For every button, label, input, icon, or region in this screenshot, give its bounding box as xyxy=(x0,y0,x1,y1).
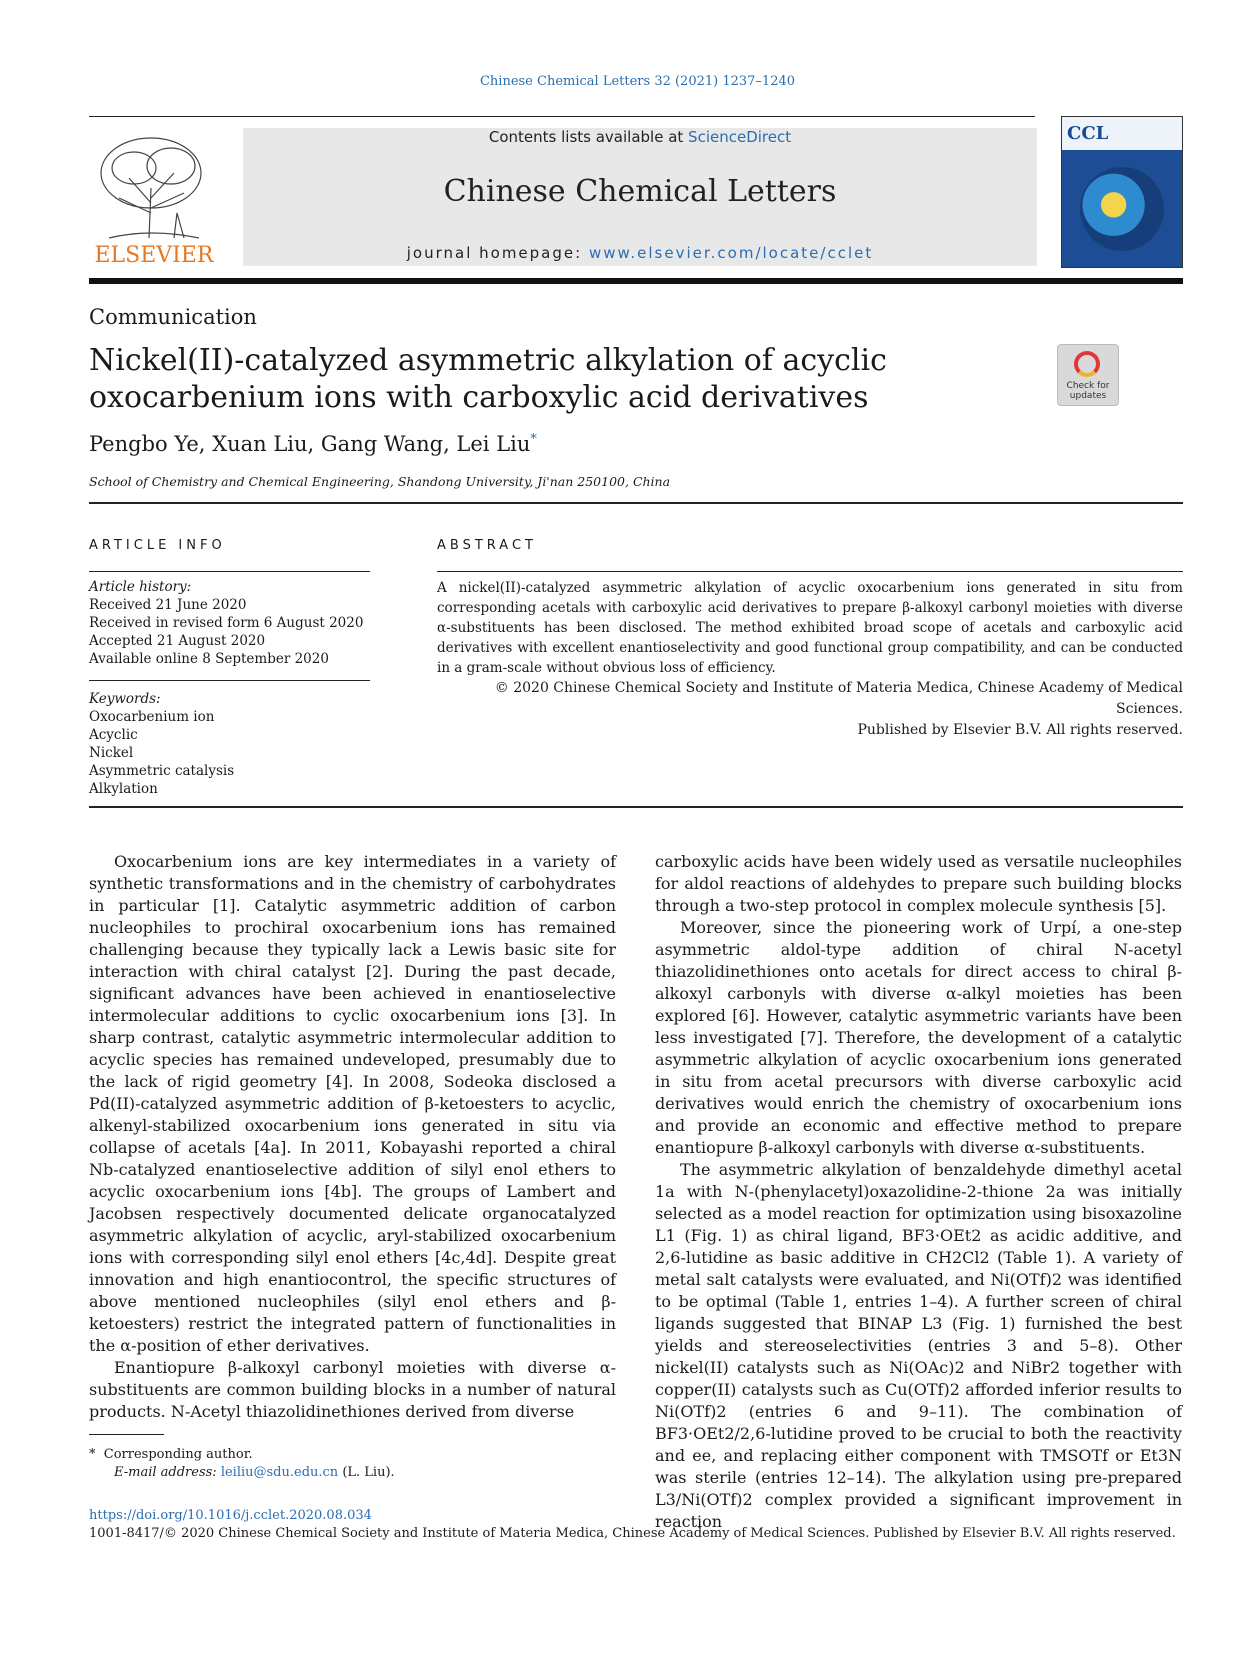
homepage-link[interactable]: www.elsevier.com/locate/cclet xyxy=(588,244,874,262)
abstract-copyright xyxy=(437,678,1183,741)
history-item: Received in revised form 6 August 2020 xyxy=(89,615,364,631)
email-note xyxy=(89,1464,395,1482)
journal-title: Chinese Chemical Letters xyxy=(443,174,837,209)
body-paragraph: carboxylic acids have been widely used as versatile nucleophiles for aldol reactions of aldehydes to prepare such building blocks through a two-step protocol in complex molecule synthesis [5]. xyxy=(655,852,1182,915)
keyword-item: Nickel xyxy=(89,745,134,761)
corresponding-author-mark[interactable]: * xyxy=(530,432,537,447)
abstract-rule xyxy=(437,571,1183,572)
abstract-text: A nickel(II)-catalyzed asymmetric alkylation of acyclic oxocarbenium ions generated in situ from corresponding acetals with carboxylic acid derivatives to prepare β-alkoxyl carbonyl moieties with diverse α-substituents has been disclosed. The method exhibited broad scope of acetals and carboxylic acid derivatives with excellent enantioselectivity and good functional group compatibility, and can be conducted in a gram-scale without obvious loss of efficiency. xyxy=(437,580,1183,676)
homepage-prefix: journal homepage: xyxy=(406,244,589,262)
abstract-heading: ABSTRACT xyxy=(437,538,537,553)
history-item: Available online 8 September 2020 xyxy=(89,651,329,667)
body-paragraph: Enantiopure β-alkoxyl carbonyl moieties with diverse α-substituents are common building blocks in a number of natural products. N-Acetyl thiazolidinethiones derived from diverse xyxy=(89,1358,616,1421)
journal-cover-thumbnail[interactable] xyxy=(1061,116,1183,268)
keyword-item: Asymmetric catalysis xyxy=(89,763,235,779)
history-label: Article history: xyxy=(89,579,192,595)
header-top-rule xyxy=(89,116,1035,117)
elsevier-tree-icon xyxy=(89,128,219,268)
journal-reference[interactable]: Chinese Chemical Letters 32 (2021) 1237–1240 xyxy=(479,74,796,89)
doi-link[interactable]: https://doi.org/10.1016/j.cclet.2020.08.034 xyxy=(89,1508,372,1523)
check-for-updates-button[interactable] xyxy=(1057,344,1119,406)
keywords xyxy=(89,690,374,798)
history-item: Accepted 21 August 2020 xyxy=(89,633,266,649)
body-left-column xyxy=(89,851,616,1423)
email-suffix: (L. Liu). xyxy=(338,1465,395,1480)
journal-banner xyxy=(243,128,1037,266)
article-info-heading: ARTICLE INFO xyxy=(89,538,226,553)
affiliation: School of Chemistry and Chemical Engineering, Shandong University, Ji'nan 250100, China xyxy=(89,474,671,489)
footnote-rule xyxy=(89,1434,164,1435)
body-paragraph: Moreover, since the pioneering work of Urpí, a one-step asymmetric aldol-type addition of chiral N-acetyl thiazolidinethiones onto acetals for direct access to chiral β-alkoxyl carbonyls with diverse α-alkyl moieties has been explored [6]. However, catalytic asymmetric variants have been less investigated [7]. Therefore, the development of a catalytic asymmetric alkylation of acyclic oxocarbenium ions generated in situ from acetal precursors with diverse carboxylic acid derivatives would enrich the chemistry of oxocarbenium ions and provide an economic and effective method to prepare enantiopure β-alkoxyl carbonyls with diverse α-substituents. xyxy=(655,918,1182,1157)
email-link[interactable]: leiliu@sdu.edu.cn xyxy=(220,1465,339,1480)
article-type: Communication xyxy=(89,305,257,329)
copyright-line-2: Published by Elsevier B.V. All rights reserved. xyxy=(857,722,1183,738)
corresponding-label: Corresponding author. xyxy=(103,1447,253,1462)
contents-prefix: Contents lists available at xyxy=(488,128,689,146)
elsevier-wordmark: ELSEVIER xyxy=(94,243,214,268)
keyword-item: Oxocarbenium ion xyxy=(89,709,215,725)
keywords-label: Keywords: xyxy=(89,691,161,707)
author-list xyxy=(89,432,537,456)
body-paragraph: Oxocarbenium ions are key intermediates in a variety of synthetic transformations and in the chemistry of carbohydrates in particular [1]. Catalytic asymmetric addition of carbon nucleophiles to prochiral oxocarbenium ions has remained challenging because they typically lack a Lewis basic site for interaction with chiral catalyst [2]. During the past decade, significant advances have been achieved in enantioselective intermolecular additions to cyclic oxocarbenium ions [3]. In sharp contrast, catalytic asymmetric intermolecular addition to acyclic species has remained undeveloped, presumably due to the lack of rigid geometry [4]. In 2008, Sodeoka disclosed a Pd(II)-catalyzed asymmetric addition of β-ketoesters to acyclic, alkenyl-stabilized oxocarbenium ions generated in situ via collapse of acetals [4a]. In 2011, Kobayashi reported a chiral Nb-catalyzed enantioselective addition of silyl enol ethers to acyclic oxocarbenium ions [4b]. The groups of Lambert and Jacobsen respectively documented delicate organocatalyzed asymmetric alkylation of acyclic, aryl-stabilized oxocarbenium ions with corresponding silyl enol ethers [4c,4d]. Despite great innovation and high enantiocontrol, the specific structures of above mentioned nucleophiles (silyl enol ethers and β-ketoesters) restrict the integrated pattern of functionalities in the α-position of ether derivatives. xyxy=(89,852,616,1355)
copyright-line-1: © 2020 Chinese Chemical Society and Institute of Materia Medica, Chinese Academy of Medical Sciences. xyxy=(494,680,1183,717)
footnote-mark: * xyxy=(89,1447,96,1462)
keyword-item: Acyclic xyxy=(89,727,138,743)
contents-line xyxy=(243,128,1037,146)
keyword-item: Alkylation xyxy=(89,781,158,797)
body-right-column xyxy=(655,851,1182,1533)
homepage-line xyxy=(243,244,1037,262)
rights-statement: 1001-8417/© 2020 Chinese Chemical Society and Institute of Materia Medica, Chinese Academy of Medical Sciences. Published by Elsevier B.V. All rights reserved. xyxy=(89,1526,1176,1541)
footnote xyxy=(89,1446,395,1482)
sciencedirect-link[interactable]: ScienceDirect xyxy=(688,128,792,146)
crossmark-label: Check for updates xyxy=(1066,381,1110,401)
article-title: Nickel(II)-catalyzed asymmetric alkylation of acyclic oxocarbenium ions with carboxylic acid derivatives xyxy=(89,343,887,415)
history-item: Received 21 June 2020 xyxy=(89,597,247,613)
header-bottom-rule xyxy=(89,278,1183,284)
cover-title: CCL xyxy=(1067,123,1109,144)
email-label: E-mail address: xyxy=(114,1465,221,1480)
abstract-bottom-rule xyxy=(89,806,1183,808)
crossmark-icon xyxy=(1074,351,1100,377)
authors-text: Pengbo Ye, Xuan Liu, Gang Wang, Lei Liu xyxy=(89,432,531,456)
keywords-rule xyxy=(89,680,370,681)
article-history xyxy=(89,578,374,668)
body-paragraph: The asymmetric alkylation of benzaldehyde dimethyl acetal 1a with N-(phenylacetyl)oxazolidine-2-thione 2a was initially selected as a model reaction for optimization using bisoxazoline L1 (Fig. 1) as chiral ligand, BF3·OEt2 as acidic additive, and 2,6-lutidine as basic additive in CH2Cl2 (Table 1). A variety of metal salt catalysts were evaluated, and Ni(OTf)2 was identified to be optimal (Table 1, entries 1–4). A further screen of chiral ligands suggested that BINAP L3 (Fig. 1) furnished the best yields and stereoselectivities (entries 3 and 5–8). Other nickel(II) catalysts such as Ni(OAc)2 and NiBr2 together with copper(II) catalysts such as Cu(OTf)2 afforded inferior results to Ni(OTf)2 (entries 6 and 9–11). The combination of BF3·OEt2/2,6-lutidine proved to be crucial to both the reactivity and ee, and replacing either component with TMSOTf or Et3N was sterile (entries 12–14). The alkylation using pre-prepared L3/Ni(OTf)2 complex provided a significant improvement in reaction xyxy=(655,1160,1182,1531)
cover-artwork xyxy=(1080,167,1164,251)
corresponding-note xyxy=(89,1446,395,1464)
elsevier-logo xyxy=(89,128,219,268)
article-info-rule xyxy=(89,571,370,572)
heading-rule xyxy=(89,502,1183,504)
